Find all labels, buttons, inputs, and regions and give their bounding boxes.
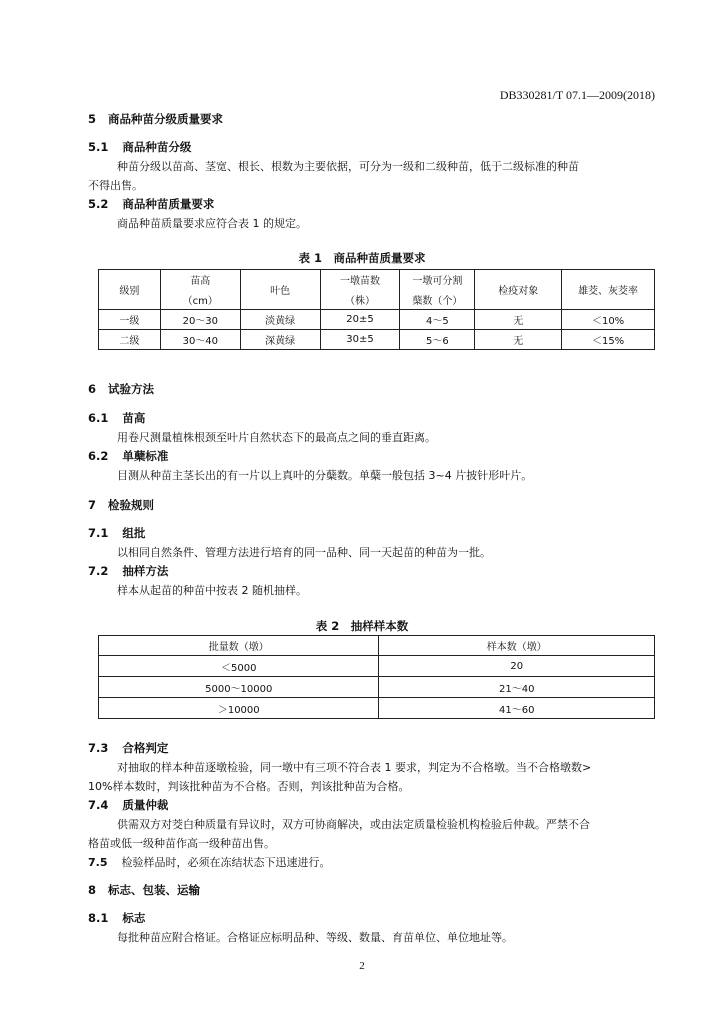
section-number: 6.2 — [88, 449, 109, 463]
section-number: 7.5 — [88, 856, 108, 869]
cell-plants: 20±5 — [320, 310, 400, 330]
section-number: 8.1 — [88, 911, 109, 925]
section-title: 单蘖标准 — [122, 449, 169, 463]
cell-sample: 41～60 — [379, 698, 655, 719]
cell-plants: 30±5 — [320, 330, 400, 350]
section-title: 合格判定 — [122, 741, 169, 755]
section-6-heading — [88, 381, 154, 397]
paragraph-line: 10%样本数时，判该批种苗为不合格。否则，判该批种苗为合格。 — [88, 780, 410, 793]
section-number: 8 — [88, 883, 97, 897]
section-number: 7.2 — [88, 564, 109, 578]
cell-leaf: 淡黄绿 — [240, 310, 320, 330]
paragraph-line: 对抽取的样本种苗逐墩检验，同一墩中有三项不符合表 1 要求，判定为不合格墩。当不合格墩数> — [117, 761, 592, 774]
paragraph-line: 不得出售。 — [88, 179, 143, 192]
table-header-row — [99, 270, 655, 310]
section-6-1-heading — [88, 410, 145, 426]
cell-quarantine: 无 — [475, 330, 562, 350]
paragraph-line: 供需双方对茭白种质量有异议时，双方可协商解决，或由法定质量检验机构检验后仲裁。严禁不合 — [117, 818, 590, 831]
cell-grade: 二级 — [99, 330, 161, 350]
table-row — [99, 310, 655, 330]
section-5-1-heading — [88, 139, 191, 155]
table-row — [99, 656, 655, 677]
section-number: 7.4 — [88, 798, 109, 812]
cell-quarantine: 无 — [475, 310, 562, 330]
header-plants: 一墩苗数 （株） — [320, 270, 400, 310]
section-7-2-heading — [88, 563, 168, 579]
header-batch: 批量数（墩） — [99, 636, 379, 656]
header-quarantine: 检疫对象 — [475, 270, 562, 310]
section-7-3-heading — [88, 740, 168, 756]
section-number: 7.1 — [88, 526, 109, 540]
section-title: 商品种苗质量要求 — [122, 197, 215, 211]
section-title: 抽样方法 — [122, 564, 169, 578]
cell-grade: 一级 — [99, 310, 161, 330]
section-8-heading — [88, 882, 200, 898]
cell-wilt: ＜10% — [562, 310, 655, 330]
header-leaf-color: 叶色 — [240, 270, 320, 310]
header-grade: 级别 — [99, 270, 161, 310]
table-row — [99, 698, 655, 719]
section-number: 5.1 — [88, 140, 109, 154]
section-7-heading — [88, 497, 154, 513]
section-7-1-heading — [88, 525, 145, 541]
paragraph-line: 商品种苗质量要求应符合表 1 的规定。 — [117, 217, 307, 230]
cell-height: 30～40 — [160, 330, 240, 350]
section-title: 试验方法 — [108, 382, 155, 396]
paragraph-line: 目测从种苗主茎长出的有一片以上真叶的分蘖数。单蘖一般包括 3~4 片披针形叶片。 — [117, 469, 533, 482]
paragraph-line: 以相同自然条件、管理方法进行培育的同一品种、同一天起苗的种苗为一批。 — [117, 546, 491, 559]
standard-code: DB330281/T 07.1—2009(2018) — [499, 88, 655, 102]
section-number: 6 — [88, 382, 97, 396]
section-number: 6.1 — [88, 411, 109, 425]
table-1-caption: 表 1 商品种苗质量要求 — [298, 251, 426, 265]
table-row — [99, 330, 655, 350]
cell-sample: 21～40 — [379, 677, 655, 698]
cell-height: 20～30 — [160, 310, 240, 330]
section-number: 5.2 — [88, 197, 109, 211]
section-7-4-heading — [88, 797, 168, 813]
cell-sample: 20 — [379, 656, 655, 677]
section-number: 7 — [88, 498, 97, 512]
paragraph-line: 样本从起苗的种苗中按表 2 随机抽样。 — [117, 584, 307, 597]
cell-batch: 5000～10000 — [99, 677, 379, 698]
table-2 — [98, 635, 655, 719]
paragraph-line: 格苗或低一级种苗作高一级种苗出售。 — [88, 837, 275, 850]
section-title: 商品种苗分级质量要求 — [108, 112, 224, 126]
section-title: 组批 — [122, 526, 146, 540]
section-text: 检验样品时，必须在冻结状态下迅速进行。 — [121, 856, 331, 869]
section-title: 苗高 — [122, 411, 146, 425]
table-row — [99, 677, 655, 698]
section-title: 标志、包装、运输 — [108, 883, 201, 897]
section-7-5-line — [88, 854, 331, 870]
section-number: 5 — [88, 112, 97, 126]
section-title: 标志 — [122, 911, 146, 925]
section-8-1-heading — [88, 910, 145, 926]
header-wilt-rate: 雄茭、灰茭率 — [562, 270, 655, 310]
cell-batch: ＜5000 — [99, 656, 379, 677]
table-2-caption: 表 2 抽样样本数 — [315, 619, 409, 633]
section-5-heading — [88, 111, 223, 127]
header-tillers: 一墩可分割 蘖数（个） — [400, 270, 475, 310]
paragraph-line: 每批种苗应附合格证。合格证应标明品种、等级、数量、育苗单位、单位地址等。 — [117, 931, 513, 944]
cell-tillers: 4～5 — [400, 310, 475, 330]
paragraph-line: 用卷尺测量植株根颈至叶片自然状态下的最高点之间的垂直距离。 — [117, 431, 436, 444]
cell-wilt: ＜15% — [562, 330, 655, 350]
table-header-row — [99, 636, 655, 656]
section-5-2-heading — [88, 196, 214, 212]
header-sample: 样本数（墩） — [379, 636, 655, 656]
page-number: 2 — [359, 960, 365, 972]
section-title: 商品种苗分级 — [122, 140, 192, 154]
section-6-2-heading — [88, 448, 168, 464]
paragraph-line: 种苗分级以苗高、茎宽、根长、根数为主要依据，可分为一级和二级种苗，低于二级标准的种苗 — [117, 160, 579, 173]
section-title: 质量仲裁 — [122, 798, 169, 812]
section-title: 检验规则 — [108, 498, 155, 512]
cell-tillers: 5～6 — [400, 330, 475, 350]
table-1 — [98, 269, 655, 350]
section-number: 7.3 — [88, 741, 109, 755]
cell-leaf: 深黄绿 — [240, 330, 320, 350]
cell-batch: ＞10000 — [99, 698, 379, 719]
header-height: 苗高 （cm） — [160, 270, 240, 310]
